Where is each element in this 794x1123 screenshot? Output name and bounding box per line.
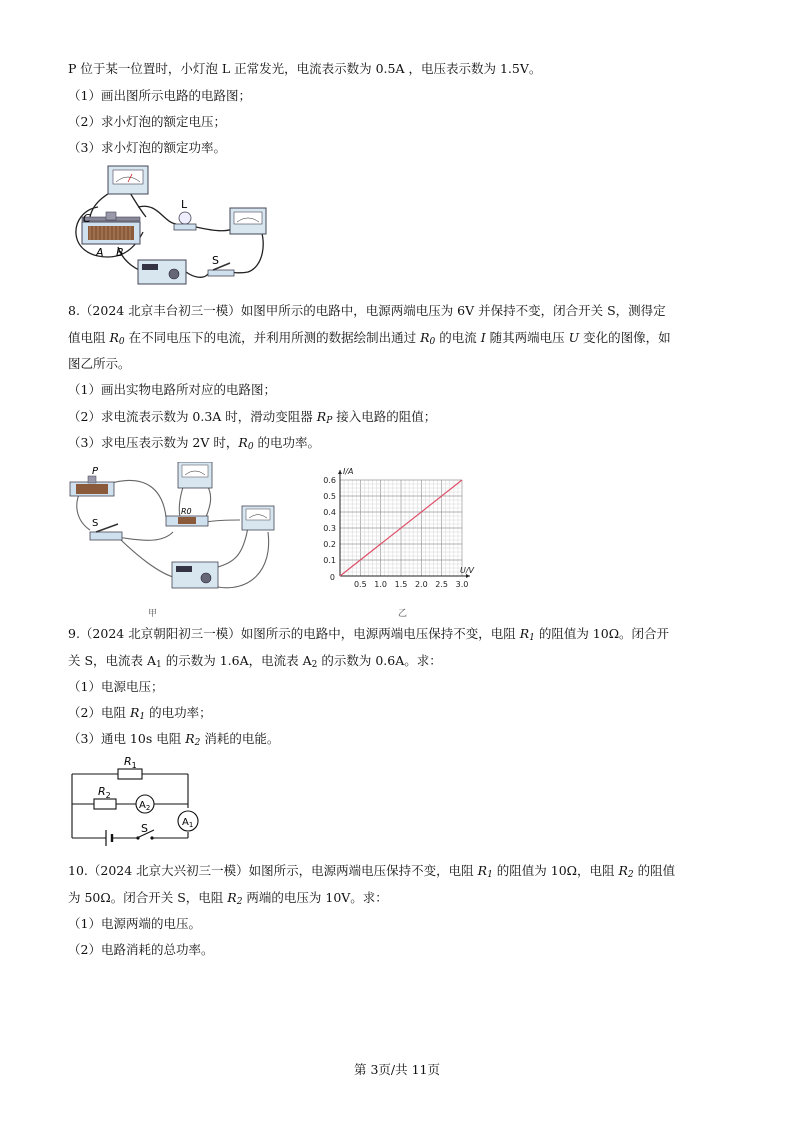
x-tick-label: 2.0 [414,580,428,589]
q7-label-l: L [181,198,188,211]
y-axis-label: I/A [343,467,354,476]
q8-power-supply-icon [172,562,218,588]
q8-line-2: 值电阻 $R_0$ 在不同电压下的电流，并利用所测的数据绘制出通过 $R_0$ 的电流 I 随其两端电压 U 变化的图像，如 [68,330,671,347]
q7-rheostat-icon [82,212,140,244]
origin-label: 0 [329,573,335,582]
x-tick-label: 0.5 [353,580,367,589]
y-tick-label: 0.2 [323,540,336,549]
q9-line-1: 9.（2024 北京朝阳初三一模）如图所示的电路中，电源两端电压保持不变，电阻 $R_1$ 的阻值为 10Ω。闭合开 [68,626,670,643]
q7-lamp-icon [174,212,196,230]
q8-label-p: P [92,466,99,477]
q9-label-a1: $A_1$ [182,817,194,829]
q10-part-2: （2）电路消耗的总功率。 [68,942,214,957]
q9-line-2: 关 S，电流表 $A_1$ 的示数为 1.6A，电流表 $A_2$ 的示数为 0.6A。求： [68,653,442,670]
q10-line-2: 为 50Ω。闭合开关 S，电阻 $R_2$ 两端的电压为 10V。求： [68,890,388,907]
q9-r2-resistor-icon [94,799,116,809]
q7-intro: P 位于某一位置时，小灯泡 L 正常发光，电流表示数为 0.5A ，电压表示数为 1.5V。 [68,61,542,76]
q9-label-s: S [141,822,148,835]
y-tick-label: 0.3 [323,524,336,533]
q7-label-s: S [212,254,219,267]
q7-label-c: C [83,212,91,225]
q9-part-2: （2）电阻 $R_1$ 的电功率； [68,705,212,722]
q7-label-a: A [96,246,104,259]
q9-circuit-diagram [68,752,208,852]
q9-label-r1: $R_1$ [124,755,137,770]
q8-voltmeter-icon [178,462,212,488]
q9-part-3: （3）通电 10s 电阻 $R_2$ 消耗的电能。 [68,731,280,748]
q7-part-2: （2）求小灯泡的额定电压； [68,114,226,129]
q8-label-s: S [92,518,99,529]
y-tick-label: 0.1 [323,556,336,565]
q8-line-1: 8.（2024 北京丰台初三一模）如图甲所示的电路中，电源两端电压为 6V 并保持不变，闭合开关 S，测得定 [68,303,666,318]
q9-battery-icon [106,830,112,846]
q8-resistor-r0-icon [166,516,208,526]
q9-part-1: （1）电源电压； [68,679,164,694]
x-tick-label: 2.5 [435,580,449,589]
y-tick-label: 0.5 [323,492,336,501]
q8-ammeter-icon [242,506,274,530]
q7-part-3: （3）求小灯泡的额定功率。 [68,140,226,155]
q7-part-1: （1）画出图所示电路的电路图； [68,88,251,103]
q8-part-2: （2）求电流表示数为 0.3A 时，滑动变阻器 $R_P$ 接入电路的阻值； [68,409,437,426]
x-tick-label: 1.0 [374,580,388,589]
x-tick-label: 3.0 [455,580,469,589]
q8-chart-yi [318,462,488,594]
q9-label-a2: $A_2$ [139,800,151,812]
y-axis-arrow-icon [338,470,342,474]
q8-rheostat-icon [70,476,114,496]
y-tick-label: 0.6 [323,476,336,485]
q10-line-1: 10.（2024 北京大兴初三一模）如图所示，电源两端电压保持不变，电阻 $R_1$ 的阻值为 10Ω，电阻 $R_2$ 的阻值 [68,863,676,880]
q8-figure-jia [68,462,308,602]
q8-label-r0: R0 [181,507,192,516]
q7-circuit-figure [68,162,273,292]
q10-part-1: （1）电源两端的电压。 [68,916,201,931]
q7-ammeter-icon [230,208,266,234]
x-axis-label: U/V [460,566,475,575]
q7-power-supply-icon [138,260,186,284]
q8-caption-jia: 甲 [148,609,158,619]
q7-label-b: B [116,246,124,259]
q8-line-3: 图乙所示。 [68,356,131,371]
q9-r1-resistor-icon [118,769,142,779]
x-tick-label: 1.5 [394,580,408,589]
q8-caption-yi: 乙 [398,609,408,619]
y-tick-label: 0.4 [323,508,336,517]
page-footer: 第 3页/共 11页 [353,1062,441,1077]
q8-part-3: （3）求电压表示数为 2V 时，$R_0$ 的电功率。 [68,435,321,452]
q9-label-r2: $R_2$ [98,785,111,800]
q8-part-1: （1）画出实物电路所对应的电路图； [68,382,276,397]
